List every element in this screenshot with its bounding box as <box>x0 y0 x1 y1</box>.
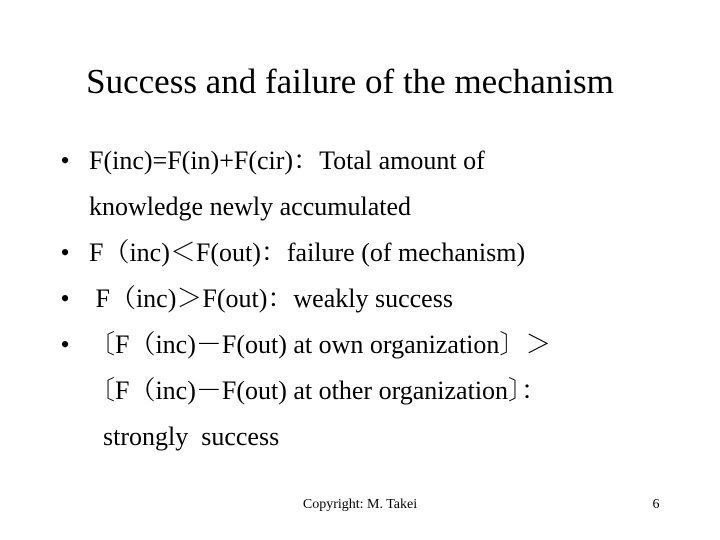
footer-copyright: Copyright: M. Takei <box>302 497 418 512</box>
page-number: 6 <box>652 497 660 512</box>
bullet-icon: • <box>60 238 70 267</box>
bullet-item-3 <box>55 276 695 322</box>
bullet-item-1 <box>55 138 695 230</box>
bullet-text: F（inc)＜F(out)：failure (of mechanism) <box>89 238 526 267</box>
bullet-item-2 <box>55 230 695 276</box>
bullet-text: 〔F（inc)－F(out) at other organization〕： <box>89 376 548 405</box>
bullet-list <box>55 138 695 460</box>
bullet-text: F(inc)=F(in)+F(cir)：Total amount of <box>89 146 485 175</box>
bullet-text: strongly success <box>103 422 280 451</box>
bullet-text: F（inc)＞F(out)：weakly success <box>89 284 453 313</box>
bullet-icon: • <box>60 146 70 175</box>
bullet-icon: • <box>60 330 70 359</box>
bullet-icon: • <box>60 284 70 313</box>
slide-title: Success and failure of the mechanism <box>86 62 614 101</box>
bullet-text: knowledge newly accumulated <box>89 192 411 221</box>
bullet-text: 〔F（inc)－F(out) at own organization〕＞ <box>89 330 552 359</box>
bullet-item-4 <box>55 322 695 460</box>
